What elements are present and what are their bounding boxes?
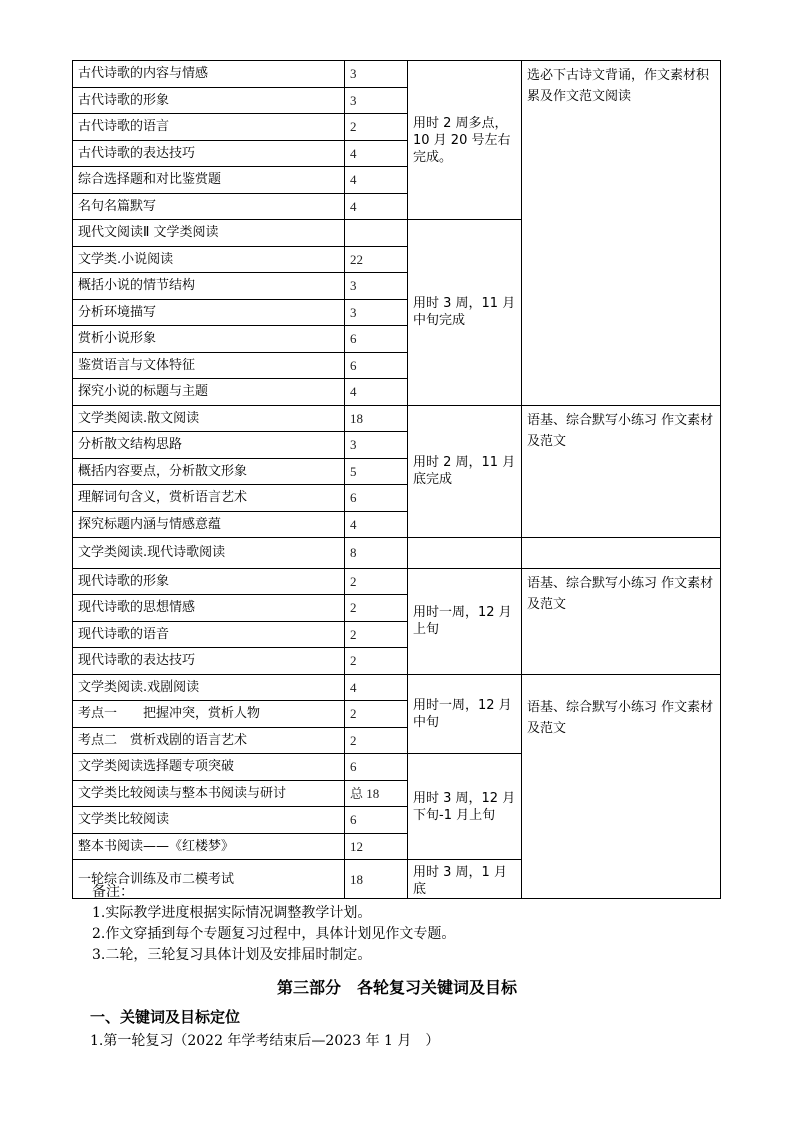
hours-cell: 3 bbox=[345, 299, 408, 326]
topic-cell: 现代文阅读Ⅱ 文学类阅读 bbox=[73, 220, 345, 247]
table-row bbox=[73, 61, 721, 88]
topic-cell: 鉴赏语言与文体特征 bbox=[73, 352, 345, 379]
hours-cell: 2 bbox=[345, 621, 408, 648]
hours-cell bbox=[345, 220, 408, 247]
topic-cell: 古代诗歌的语言 bbox=[73, 114, 345, 141]
hours-cell: 22 bbox=[345, 246, 408, 273]
hours-cell: 4 bbox=[345, 511, 408, 538]
schedule-cell bbox=[408, 538, 522, 569]
schedule-cell: 用时 3 周，12 月下旬-1 月上旬 bbox=[408, 754, 522, 860]
topic-cell: 现代诗歌的表达技巧 bbox=[73, 648, 345, 675]
hours-cell: 总 18 bbox=[345, 780, 408, 807]
hours-cell: 6 bbox=[345, 807, 408, 834]
hours-cell: 3 bbox=[345, 61, 408, 88]
hours-cell: 8 bbox=[345, 538, 408, 569]
hours-cell: 3 bbox=[345, 273, 408, 300]
subsection-title: 一、关键词及目标定位 bbox=[90, 1008, 241, 1026]
topic-cell: 一轮综合训练及市二模考试 bbox=[73, 860, 345, 899]
notes-cell: 语基、综合默写小练习 作文素材及范文 bbox=[522, 568, 721, 674]
topic-cell: 文学类阅读.现代诗歌阅读 bbox=[73, 538, 345, 569]
table-row bbox=[73, 674, 721, 701]
remarks-heading: 备注： bbox=[92, 884, 134, 900]
hours-cell: 4 bbox=[345, 379, 408, 406]
topic-cell: 分析环境描写 bbox=[73, 299, 345, 326]
topic-cell: 赏析小说形象 bbox=[73, 326, 345, 353]
hours-cell: 2 bbox=[345, 701, 408, 728]
review-plan-table bbox=[72, 60, 721, 899]
topic-cell: 文学类阅读.戏剧阅读 bbox=[73, 674, 345, 701]
schedule-cell: 用时 3 周，11 月中旬完成 bbox=[408, 220, 522, 406]
topic-cell: 现代诗歌的形象 bbox=[73, 568, 345, 595]
notes-cell: 语基、综合默写小练习 作文素材及范文 bbox=[522, 405, 721, 538]
remark-item: 3.二轮，三轮复习具体计划及安排届时制定。 bbox=[92, 947, 372, 963]
remarks-block bbox=[92, 882, 455, 966]
topic-cell: 文学类比较阅读与整本书阅读与研讨 bbox=[73, 780, 345, 807]
schedule-cell: 用时一周，12 月上旬 bbox=[408, 568, 522, 674]
topic-cell: 整本书阅读——《红楼梦》 bbox=[73, 833, 345, 860]
remark-item: 1.实际教学进度根据实际情况调整教学计划。 bbox=[92, 905, 372, 921]
notes-cell: 选必下古诗文背诵，作文素材积累及作文范文阅读 bbox=[522, 61, 721, 406]
topic-cell: 探究小说的标题与主题 bbox=[73, 379, 345, 406]
hours-cell: 6 bbox=[345, 326, 408, 353]
topic-cell: 文学类比较阅读 bbox=[73, 807, 345, 834]
hours-cell: 3 bbox=[345, 432, 408, 459]
table-row bbox=[73, 405, 721, 432]
plan-table-wrapper bbox=[72, 60, 721, 899]
topic-cell: 古代诗歌的形象 bbox=[73, 87, 345, 114]
remark-item: 2.作文穿插到每个专题复习过程中，具体计划见作文专题。 bbox=[92, 926, 456, 942]
hours-cell: 2 bbox=[345, 114, 408, 141]
schedule-cell: 用时 3 周，1 月底 bbox=[408, 860, 522, 899]
hours-cell: 18 bbox=[345, 860, 408, 899]
topic-cell: 现代诗歌的语音 bbox=[73, 621, 345, 648]
schedule-cell: 用时 2 周，11 月底完成 bbox=[408, 405, 522, 538]
notes-cell bbox=[522, 538, 721, 569]
topic-cell: 概括小说的情节结构 bbox=[73, 273, 345, 300]
topic-cell: 古代诗歌的内容与情感 bbox=[73, 61, 345, 88]
table-row bbox=[73, 538, 721, 569]
topic-cell: 考点一 把握冲突，赏析人物 bbox=[73, 701, 345, 728]
topic-cell: 名句名篇默写 bbox=[73, 193, 345, 220]
schedule-cell: 用时 2 周多点，10 月 20 号左右完成。 bbox=[408, 61, 522, 220]
topic-cell: 现代诗歌的思想情感 bbox=[73, 595, 345, 622]
hours-cell: 4 bbox=[345, 674, 408, 701]
topic-cell: 古代诗歌的表达技巧 bbox=[73, 140, 345, 167]
hours-cell: 6 bbox=[345, 485, 408, 512]
topic-cell: 综合选择题和对比鉴赏题 bbox=[73, 167, 345, 194]
section-title: 第三部分 各轮复习关键词及目标 bbox=[276, 978, 517, 997]
hours-cell: 2 bbox=[345, 595, 408, 622]
hours-cell: 5 bbox=[345, 458, 408, 485]
topic-cell: 理解词句含义，赏析语言艺术 bbox=[73, 485, 345, 512]
topic-cell: 文学类阅读选择题专项突破 bbox=[73, 754, 345, 781]
hours-cell: 4 bbox=[345, 167, 408, 194]
topic-cell: 分析散文结构思路 bbox=[73, 432, 345, 459]
topic-cell: 概括内容要点，分析散文形象 bbox=[73, 458, 345, 485]
schedule-cell: 用时一周，12 月中旬 bbox=[408, 674, 522, 754]
topic-cell: 文学类.小说阅读 bbox=[73, 246, 345, 273]
hours-cell: 4 bbox=[345, 140, 408, 167]
hours-cell: 6 bbox=[345, 352, 408, 379]
hours-cell: 4 bbox=[345, 193, 408, 220]
notes-cell: 语基、综合默写小练习 作文素材及范文 bbox=[522, 674, 721, 899]
hours-cell: 2 bbox=[345, 568, 408, 595]
hours-cell: 12 bbox=[345, 833, 408, 860]
topic-cell: 考点二 赏析戏剧的语言艺术 bbox=[73, 727, 345, 754]
hours-cell: 6 bbox=[345, 754, 408, 781]
hours-cell: 2 bbox=[345, 648, 408, 675]
hours-cell: 2 bbox=[345, 727, 408, 754]
topic-cell: 文学类阅读.散文阅读 bbox=[73, 405, 345, 432]
hours-cell: 3 bbox=[345, 87, 408, 114]
list-item: 1.第一轮复习（2022 年学考结束后—2023 年 1 月 ） bbox=[90, 1033, 440, 1049]
topic-cell: 探究标题内涵与情感意蕴 bbox=[73, 511, 345, 538]
table-row bbox=[73, 568, 721, 595]
hours-cell: 18 bbox=[345, 405, 408, 432]
